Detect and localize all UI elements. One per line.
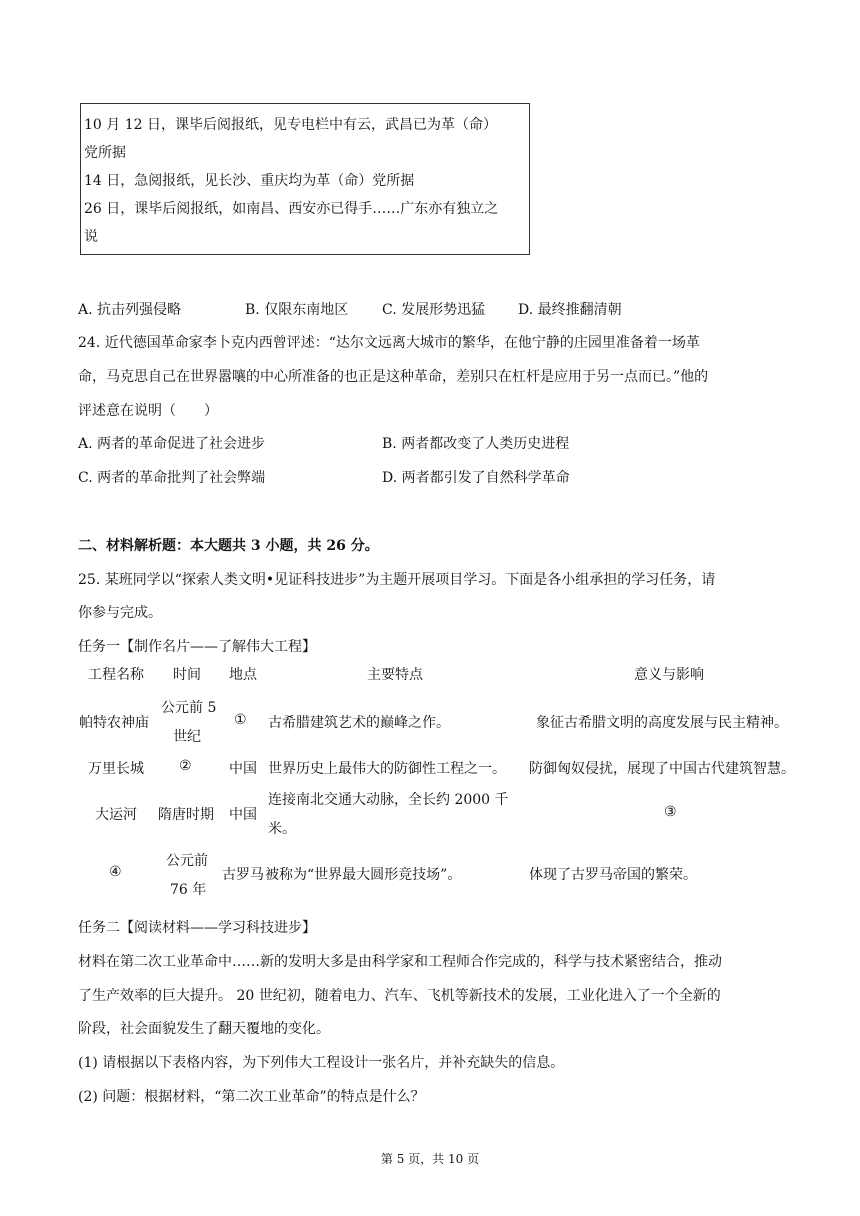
task1-heading: 任务一【制作名片——了解伟大工程】 <box>78 639 316 655</box>
q24-option-c: C. 两者的革命批判了社会弊端 <box>78 470 266 486</box>
table-cell: ④ <box>109 864 122 880</box>
table-cell: 连接南北交通大动脉，全长约 2000 千 <box>268 792 509 808</box>
quote-line: 说 <box>84 229 98 245</box>
table-header: 地点 <box>229 667 257 683</box>
material-line: 材料在第二次工业革命中……新的发明大多是由科学家和工程师合作完成的，科学与技术紧密结合，推动 <box>78 954 722 970</box>
sub-question-1: (1) 请根据以下表格内容，为下列伟大工程设计一张名片，并补充缺失的信息。 <box>78 1055 565 1071</box>
q24-option-d: D. 两者都引发了自然科学革命 <box>382 470 570 486</box>
material-line: 了生产效率的巨大提升。 20 世纪初，随着电力、汽车、飞机等新技术的发展，工业化进入了一个全新的 <box>78 988 721 1004</box>
q23-option-b: B. 仅限东南地区 <box>245 302 349 318</box>
table-cell: 体现了古罗马帝国的繁荣。 <box>529 867 697 883</box>
table-cell: 中国 <box>229 807 257 823</box>
table-cell: 隋唐时期 <box>158 807 214 823</box>
quote-line: 10 月 12 日，课毕后阅报纸，见专电栏中有云，武昌已为革（命） <box>84 117 497 133</box>
table-header: 工程名称 <box>88 667 144 683</box>
table-cell: 古希腊建筑艺术的巅峰之作。 <box>268 715 450 731</box>
section-title: 二、材料解析题：本大题共 3 小题，共 26 分。 <box>78 538 379 554</box>
table-cell: 世界历史上最伟大的防御性工程之一。 <box>268 761 506 777</box>
table-cell: 帕特农神庙 <box>79 715 149 731</box>
q24-stem-line: 命，马克思自己在世界嚣嚷的中心所准备的也正是这种革命，差别只在杠杆是应用于另一点而已。”他的 <box>78 369 709 385</box>
table-header: 主要特点 <box>367 667 423 683</box>
table-cell: ③ <box>664 804 677 820</box>
table-cell: 被称为“世界最大圆形竞技场”。 <box>265 867 462 883</box>
q25-intro-line: 你参与完成。 <box>78 605 162 621</box>
table-header: 时间 <box>173 667 201 683</box>
q23-option-c: C. 发展形势迅猛 <box>382 302 486 318</box>
quote-box <box>80 103 530 255</box>
quote-line: 26 日，课毕后阅报纸，如南昌、西安亦已得手……广东亦有独立之 <box>84 201 499 217</box>
table-cell: 公元前 5 <box>161 700 217 716</box>
table-cell: 防御匈奴侵扰，展现了中国古代建筑智慧。 <box>529 761 795 777</box>
page-footer: 第 5 页，共 10 页 <box>380 1152 480 1166</box>
table-cell: 米。 <box>268 821 296 837</box>
table-cell: ① <box>234 712 247 728</box>
q24-option-b: B. 两者都改变了人类历史进程 <box>382 436 570 452</box>
table-cell: ② <box>179 758 192 774</box>
table-cell: 世纪 <box>173 729 201 745</box>
table-cell: 万里长城 <box>88 761 144 777</box>
quote-line: 14 日，急阅报纸，见长沙、重庆均为革（命）党所据 <box>84 173 415 189</box>
q23-option-a: A. 抗击列强侵略 <box>78 302 182 318</box>
table-cell: 中国 <box>229 761 257 777</box>
table-header: 意义与影响 <box>634 667 704 683</box>
q25-intro-line: 25. 某班同学以“探索人类文明•见证科技进步”为主题开展项目学习。下面是各小组承担的学习任务，请 <box>78 572 716 588</box>
table-cell: 古罗马 <box>222 867 264 883</box>
table-cell: 大运河 <box>95 807 137 823</box>
quote-line: 党所据 <box>84 145 126 161</box>
task2-heading: 任务二【阅读材料——学习科技进步】 <box>78 920 316 936</box>
q24-option-a: A. 两者的革命促进了社会进步 <box>78 436 266 452</box>
table-cell: 象征古希腊文明的高度发展与民主精神。 <box>536 715 788 731</box>
table-cell: 76 年 <box>170 882 207 898</box>
q23-option-d: D. 最终推翻清朝 <box>518 302 622 318</box>
table-cell: 公元前 <box>166 853 208 869</box>
sub-question-2: (2) 问题：根据材料，“第二次工业革命”的特点是什么？ <box>78 1089 425 1105</box>
material-line: 阶段，社会面貌发生了翻天覆地的变化。 <box>78 1021 330 1037</box>
q24-stem-line: 24. 近代德国革命家李卜克内西曾评述：“达尔文远离大城市的繁华，在他宁静的庄园里准备着一场革 <box>78 335 700 351</box>
q24-stem-line: 评述意在说明（ ） <box>78 403 218 419</box>
